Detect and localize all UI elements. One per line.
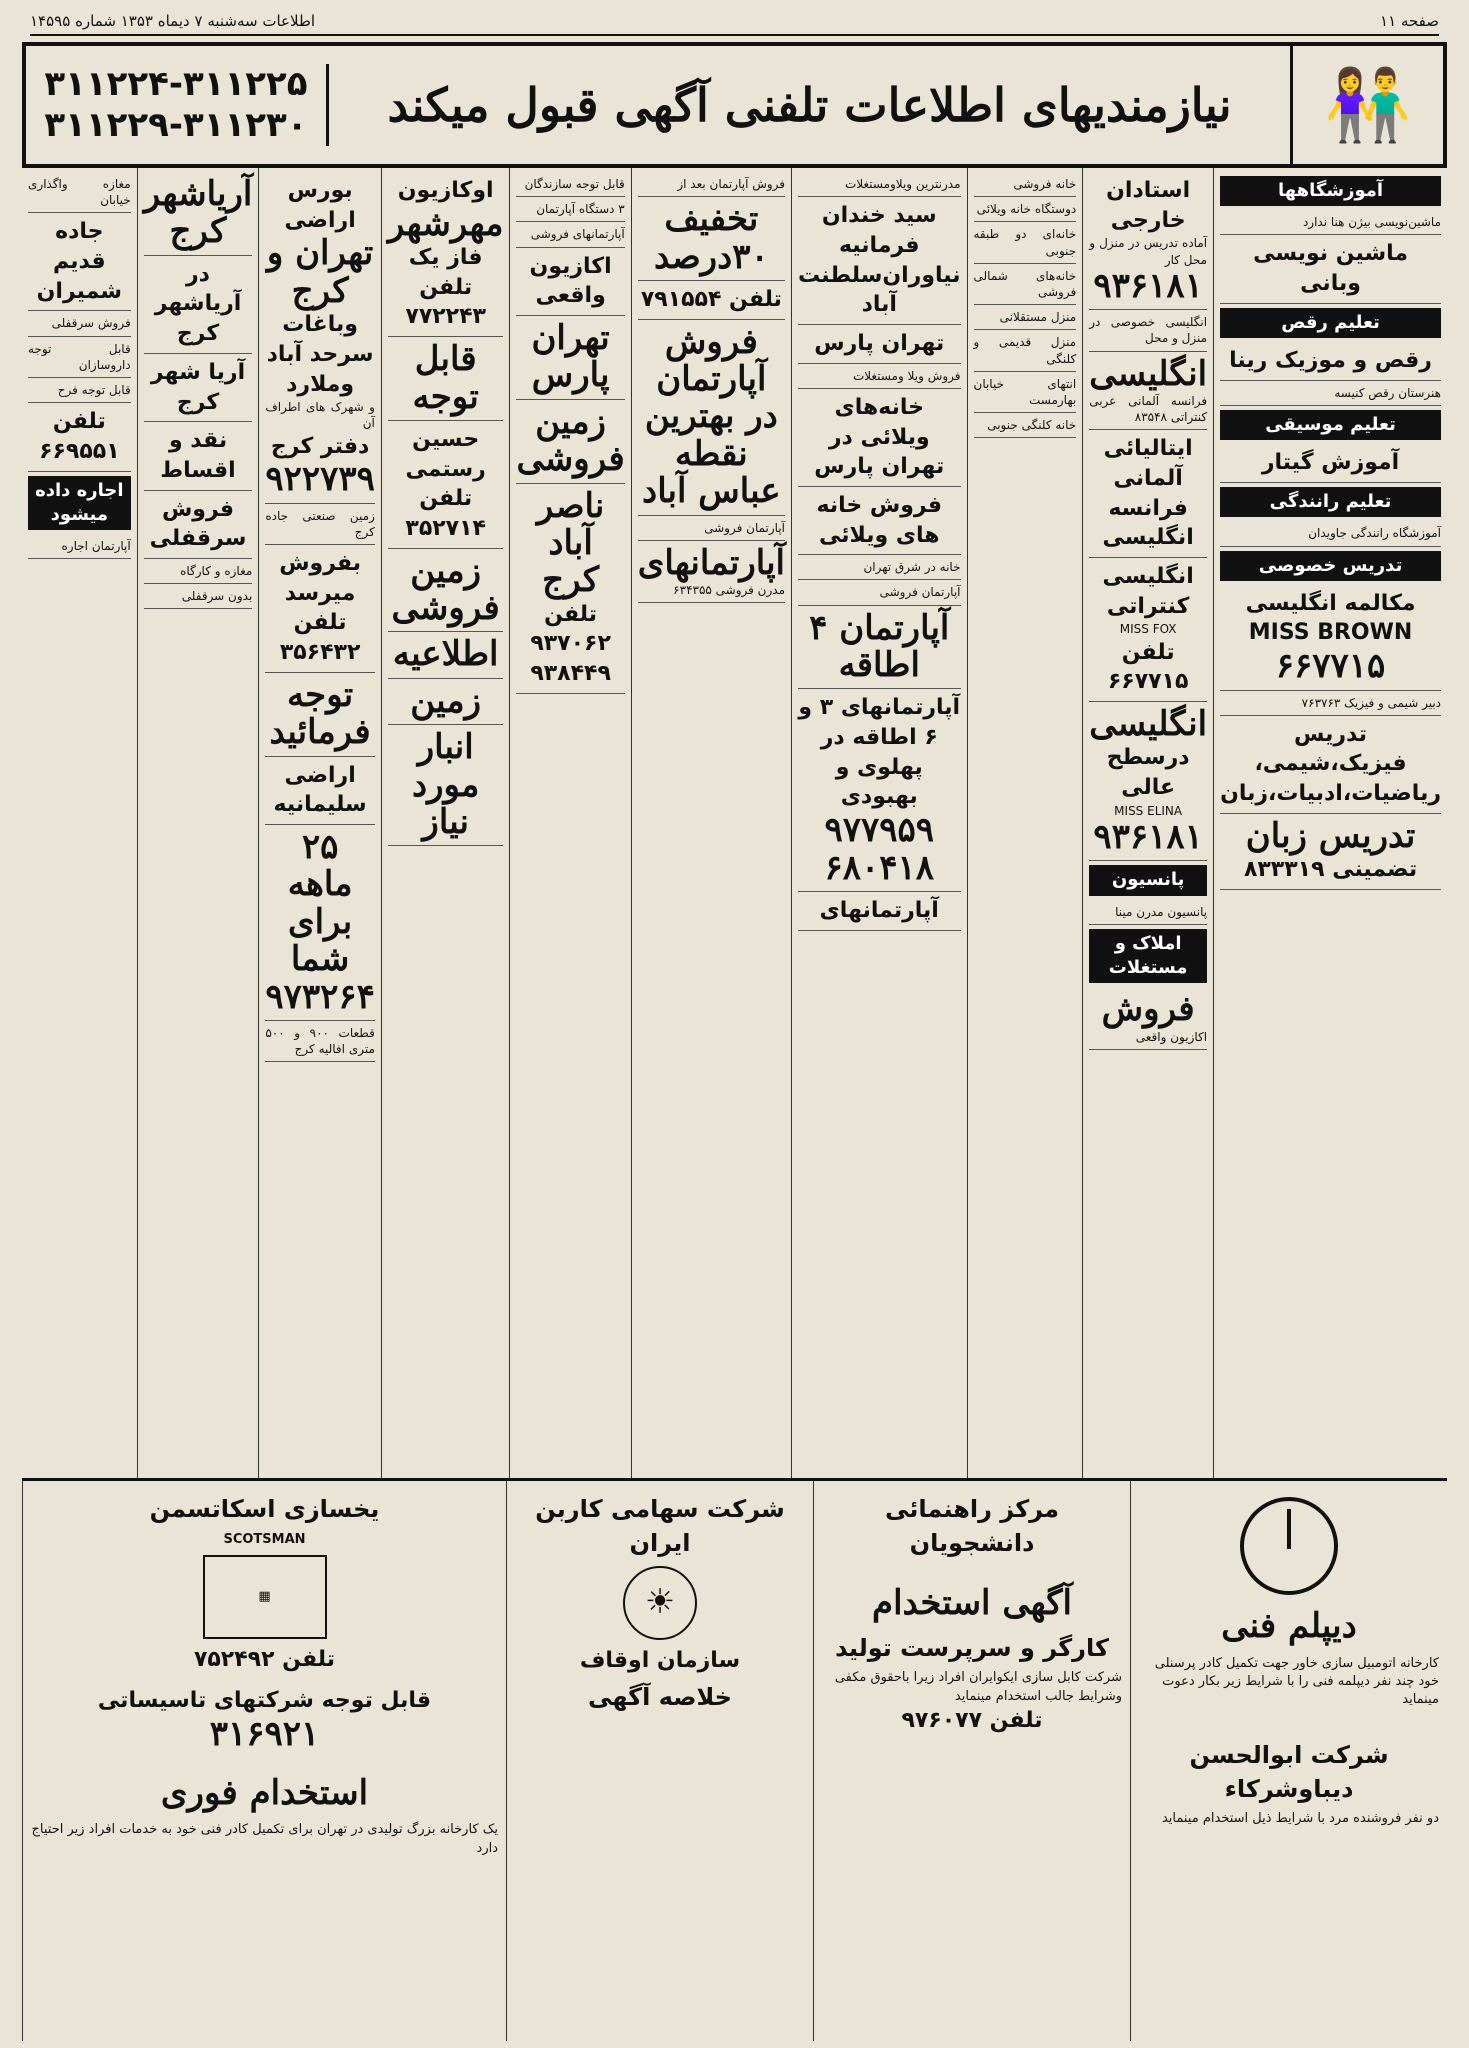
classified-ad: منزل مستقلانی bbox=[974, 305, 1077, 330]
section-head: پانسیون bbox=[1089, 865, 1207, 895]
classified-ad: فروش سرقفلی bbox=[144, 491, 253, 559]
banner-phone-2: ۳۱۱۲۲۹-۳۱۱۲۳۰ bbox=[44, 105, 308, 145]
classified-ad: مغازه و کارگاه bbox=[144, 559, 253, 584]
hire-phone: تلفن ۹۷۶۰۷۷ bbox=[901, 1707, 1043, 1733]
classified-ad: آپارتمان فروشی bbox=[798, 580, 960, 605]
ad-phone: ۹۷۷۹۵۹ bbox=[824, 810, 935, 851]
section-head: تعلیم رقص bbox=[1220, 308, 1441, 338]
ad-phone: تلفن ۷۷۲۲۴۳ bbox=[405, 274, 486, 330]
fori-title: استخدام فوری bbox=[160, 1772, 369, 1813]
abol-text: دو نفر فروشنده مرد با شرایط ذیل استخدام مینماید bbox=[1161, 1811, 1439, 1827]
classified-ad: مغازه واگذاری خیابان bbox=[28, 172, 131, 213]
ad-phone: تلفن ۳۵۲۷۱۴ bbox=[405, 486, 486, 541]
khavar-ad bbox=[1130, 1481, 1447, 2041]
classified-ad: انگلیسی خصوصی در منزل و محل bbox=[1089, 310, 1207, 351]
classified-ad: پانسیون مدرن مینا bbox=[1089, 900, 1207, 925]
page-number: صفحه ۱۱ bbox=[1380, 12, 1439, 30]
hire-ad bbox=[813, 1481, 1130, 2041]
ad-text: فرانسه آلمانی عربی کنتراتی ۸۳۵۴۸ bbox=[1089, 393, 1208, 425]
ad-subtitle: فاز یک bbox=[408, 245, 483, 271]
ad-title: ناصر آباد کرج bbox=[536, 485, 605, 601]
classified-ad: جاده قدیم شمیران bbox=[28, 213, 131, 311]
classified-ad: ماشین‌نویسی بیژن هنا ندارد bbox=[1220, 210, 1441, 235]
oqaf-ad bbox=[506, 1481, 813, 2041]
classified-ad: اطلاعیه bbox=[388, 632, 504, 678]
column-5 bbox=[631, 168, 791, 1478]
classified-ad: زمین فروشی bbox=[516, 400, 624, 484]
ad-title: ۲۵ ماهه برای شما bbox=[287, 826, 353, 980]
classified-ad: اراضی سلیمانیه bbox=[265, 757, 375, 825]
classified-ad: ۳ دستگاه آپارتمان bbox=[516, 197, 624, 222]
hire-title: آگهی استخدام bbox=[872, 1583, 1072, 1624]
ad-title: انگلیسی bbox=[1089, 353, 1208, 394]
classified-ad: زمین صنعتی جاده کرج bbox=[265, 504, 375, 545]
ad-title: بفروش میرسد bbox=[279, 551, 361, 606]
classified-ad: تدریس فیزیک،شیمی، ریاضیات،ادبیات،زبان bbox=[1220, 716, 1441, 814]
section-head: اجاره داده میشود bbox=[28, 476, 131, 531]
hire-subtitle: کارگر و سرپرست تولید bbox=[835, 1633, 1109, 1662]
classified-ad: هنرستان رقص کنیسه bbox=[1220, 381, 1441, 406]
ad-title: انگلیسی کنتراتی bbox=[1102, 564, 1194, 619]
classified-ad: خانه کلنگی جنوبی bbox=[974, 413, 1077, 438]
ad-title: استادان خارجی bbox=[1106, 178, 1191, 233]
classified-ad: زمین فروشی bbox=[388, 549, 504, 633]
fori-text: یک کارخانه بزرگ تولیدی در تهران برای تکمیل کادر فنی خود به خدمات افراد زیر احتیاج دارد bbox=[31, 1822, 498, 1856]
ad-phone: ۹۳۶۱۸۱ bbox=[1093, 816, 1203, 857]
classified-ad: فروش خانه های ویلائی bbox=[798, 487, 960, 555]
classified-ad: خانه‌ای دو طبقه جنوبی bbox=[974, 222, 1077, 263]
ad-headline: مهرشهر bbox=[387, 203, 504, 244]
classified-ad: فروش آپارتمان بعد از bbox=[638, 172, 785, 197]
section-head: املاک و مستغلات bbox=[1089, 929, 1207, 984]
lion-sun-emblem-icon: ☀ bbox=[623, 1566, 697, 1640]
org-name: سازمان اوقاف bbox=[579, 1648, 741, 1674]
classified-ad: دوستگاه خانه ویلائی bbox=[974, 197, 1077, 222]
column-1 bbox=[1213, 168, 1447, 1478]
classified-ad: نقد و اقساط bbox=[144, 422, 253, 490]
mercedes-logo-icon bbox=[1240, 1497, 1338, 1595]
classified-ad: آریاشهر کرج bbox=[144, 172, 253, 256]
ad-phone: ۶۸۰۴۱۸ bbox=[824, 847, 935, 888]
ad-phone: تلفن ۳۵۶۴۳۲ bbox=[279, 610, 361, 666]
ad-title: آپارتمانهای ۳ و ۶ اطاقه در پهلوی و بهبودی bbox=[798, 695, 961, 810]
classified-columns bbox=[22, 168, 1447, 1478]
classified-ad: خانه‌های شمالی فروشی bbox=[974, 264, 1077, 305]
ad-title: تدریس زبان bbox=[1245, 815, 1416, 856]
abol-title: شرکت ابوالحسن دیباوشرکاء bbox=[1189, 1741, 1389, 1803]
banner-phone-1: ۳۱۱۲۲۴-۳۱۱۲۲۵ bbox=[44, 64, 308, 105]
karaj-phone: ۳۱۶۹۲۱ bbox=[209, 1714, 320, 1755]
warehouse-title: شرکت سهامی کاربن ایران bbox=[535, 1495, 785, 1557]
ad-headline: تهران و کرج bbox=[266, 233, 374, 311]
column-8 bbox=[258, 168, 381, 1478]
date-line: اطلاعات سه‌شنبه ۷ دیماه ۱۳۵۳ شماره ۱۴۵۹۵ bbox=[30, 12, 316, 30]
column-9 bbox=[137, 168, 259, 1478]
classified-ad: آپارتمانهای فروشی bbox=[516, 222, 624, 247]
ad-title: حسین رستمی bbox=[405, 426, 486, 482]
ad-phone: تلفن ۹۳۷۰۶۲ bbox=[530, 601, 611, 657]
column-7 bbox=[381, 168, 510, 1478]
banner-title: نیازمندیهای اطلاعات تلفنی آگهی قبول میکند bbox=[387, 78, 1232, 132]
classified-ad: بدون سرقفلی bbox=[144, 584, 253, 609]
ad-title: اوکازیون bbox=[397, 178, 494, 203]
ad-phone: تضمینی ۸۳۳۳۱۹ bbox=[1243, 857, 1418, 883]
classified-ad: رقص و موزیک رینا bbox=[1220, 342, 1441, 381]
banner-phones bbox=[26, 64, 329, 146]
ad-title: بورس اراضی bbox=[284, 178, 356, 233]
classified-ad: تهران پارس bbox=[798, 325, 960, 364]
classified-ad: ایتالیائی آلمانی فرانسه انگلیسی bbox=[1089, 430, 1207, 558]
student-title: مرکز راهنمائی دانشجویان bbox=[885, 1495, 1059, 1557]
scotsman-title: یخسازی اسکاتسمن bbox=[149, 1495, 380, 1523]
section-head: آموزشگاهها bbox=[1220, 176, 1441, 206]
ad-text: مدرن فروشی ۶۳۴۳۵۵ bbox=[673, 583, 786, 598]
ad-subtitle: MISS ELINA bbox=[1114, 803, 1183, 818]
classified-ad: ماشین نویسی وبانی bbox=[1220, 235, 1441, 303]
classified-ad: سید خندان فرمانیه نیاوران‌سلطنت آباد bbox=[798, 197, 960, 325]
column-4 bbox=[791, 168, 966, 1478]
ice-machine-icon: ▦ bbox=[203, 1555, 327, 1639]
classified-ad: آپارتمان اجاره bbox=[28, 534, 131, 559]
ad-phone: ۹۳۸۴۴۹ bbox=[530, 661, 611, 687]
ad-subtitle: MISS BROWN bbox=[1248, 620, 1413, 646]
ad-title: انگلیسی bbox=[1089, 703, 1208, 744]
classified-ad: دبیر شیمی و فیزیک ۷۶۳۷۶۳ bbox=[1220, 691, 1441, 716]
misc-ads bbox=[22, 1481, 506, 2041]
classified-ad: فروش ویلا ومستغلات bbox=[798, 364, 960, 389]
classified-ad: قابل توجه فرح bbox=[28, 378, 131, 403]
khavar-text: کارخانه اتومبیل سازی خاور جهت تکمیل کادر پرسنلی خود چند نفر دیپلمه فنی را با شرایط زیر بکار دعوت مینماید bbox=[1154, 1655, 1439, 1707]
classified-ad: خانه‌های ویلائی در تهران پارس bbox=[798, 389, 960, 487]
classified-ad: قابل توجه داروسازان bbox=[28, 337, 131, 378]
classified-ad: قابل توجه bbox=[388, 337, 504, 421]
classified-ad: زمین bbox=[388, 679, 504, 725]
classified-ad: آپارتمان فروشی bbox=[638, 516, 785, 541]
column-2 bbox=[1082, 168, 1213, 1478]
column-6 bbox=[509, 168, 630, 1478]
classified-banner bbox=[22, 42, 1447, 168]
ad-text: اکازیون واقعی bbox=[1135, 1029, 1208, 1044]
classified-ad: انتهای خیابان بهارمست bbox=[974, 372, 1077, 413]
page-header bbox=[30, 8, 1439, 36]
classified-ad: آپارتمان ۴ اطاقه bbox=[798, 606, 960, 690]
classified-ad: آموزش گیتار bbox=[1220, 444, 1441, 483]
scotsman-brand: SCOTSMAN bbox=[223, 1531, 306, 1547]
classified-ad: منزل قدیمی و کلنگی bbox=[974, 330, 1077, 371]
scotsman-phone: تلفن ۷۵۲۴۹۲ bbox=[193, 1646, 336, 1672]
section-head: تدریس خصوصی bbox=[1220, 551, 1441, 581]
section-head: تعلیم رانندگی bbox=[1220, 487, 1441, 517]
classified-ad: خانه فروشی bbox=[974, 172, 1077, 197]
classified-ad: در آریاشهر کرج bbox=[144, 256, 253, 354]
column-3 bbox=[967, 168, 1083, 1478]
ad-text: آماده تدریس در منزل و محل کار bbox=[1089, 236, 1208, 267]
classified-ad: قطعات ۹۰۰ و ۵۰۰ متری افالیه کرج bbox=[265, 1021, 375, 1062]
display-ads-section bbox=[22, 1478, 1447, 2041]
section-head: تعلیم موسیقی bbox=[1220, 410, 1441, 440]
classified-ad: خانه در شرق تهران bbox=[798, 555, 960, 580]
ad-text: و شهرک های اطراف آن bbox=[265, 400, 375, 431]
people-illustration-icon: 👫 bbox=[1290, 46, 1443, 164]
classified-ad: آریا شهر کرج bbox=[144, 354, 253, 422]
classified-ad: اکازیون واقعی bbox=[516, 248, 624, 316]
tassisat-ad: قابل توجه شرکتهای تاسیساتی bbox=[97, 1687, 432, 1713]
khavar-title: دیپلم فنی bbox=[1221, 1606, 1357, 1646]
ad-phone: ۹۷۳۲۶۴ bbox=[265, 976, 375, 1017]
ad-text: درسطح عالی bbox=[1106, 745, 1190, 801]
classified-ad: تهران پارس bbox=[516, 316, 624, 400]
column-10 bbox=[22, 168, 137, 1478]
ad-title: آپارتمانهای bbox=[637, 542, 786, 583]
classified-ad: فروش سرقفلی bbox=[28, 311, 131, 336]
classified-ad: قابل توجه سازندگان bbox=[516, 172, 624, 197]
classified-ad: تلفن ۷۹۱۵۵۴ bbox=[638, 281, 785, 320]
ad-phone: تلفن ۶۶۷۷۱۵ bbox=[1107, 639, 1189, 695]
ad-phone: ۹۲۲۷۳۹ bbox=[265, 459, 375, 500]
classified-ad: تخفیف ۳۰درصد bbox=[638, 197, 785, 281]
ad-subtitle: MISS FOX bbox=[1119, 622, 1177, 637]
org-title: خلاصه آگهی bbox=[588, 1682, 732, 1711]
ad-title: مکالمه انگلیسی bbox=[1245, 590, 1416, 616]
ad-office: دفتر کرج bbox=[270, 433, 370, 459]
ad-phone: ۶۶۷۷۱۵ bbox=[1275, 646, 1386, 687]
hire-text: شرکت کابل سازی ایکوایران افراد زیرا باحقوق مکفی وشرایط جالب استخدام مینماید bbox=[834, 1670, 1122, 1704]
classified-ad: تلفن ۶۶۹۵۵۱ bbox=[28, 403, 131, 471]
classified-ad: انبار مورد نیاز bbox=[388, 725, 504, 846]
classified-ad: آموزشگاه رانندگی جاویدان bbox=[1220, 521, 1441, 546]
classified-ad: توجه فرمائید bbox=[265, 673, 375, 757]
ad-title: فروش bbox=[1101, 989, 1195, 1030]
ad-phone: ۹۳۶۱۸۱ bbox=[1093, 265, 1203, 306]
classified-ad: آپارتمانهای bbox=[798, 892, 960, 931]
classified-ad: مدرنترین ویلاومستغلات bbox=[798, 172, 960, 197]
classified-ad: فروش آپارتمان در بهترین نقطه عباس آباد bbox=[638, 320, 785, 516]
ad-subtitle: وباغات سرحد آباد وملارد bbox=[266, 312, 374, 397]
